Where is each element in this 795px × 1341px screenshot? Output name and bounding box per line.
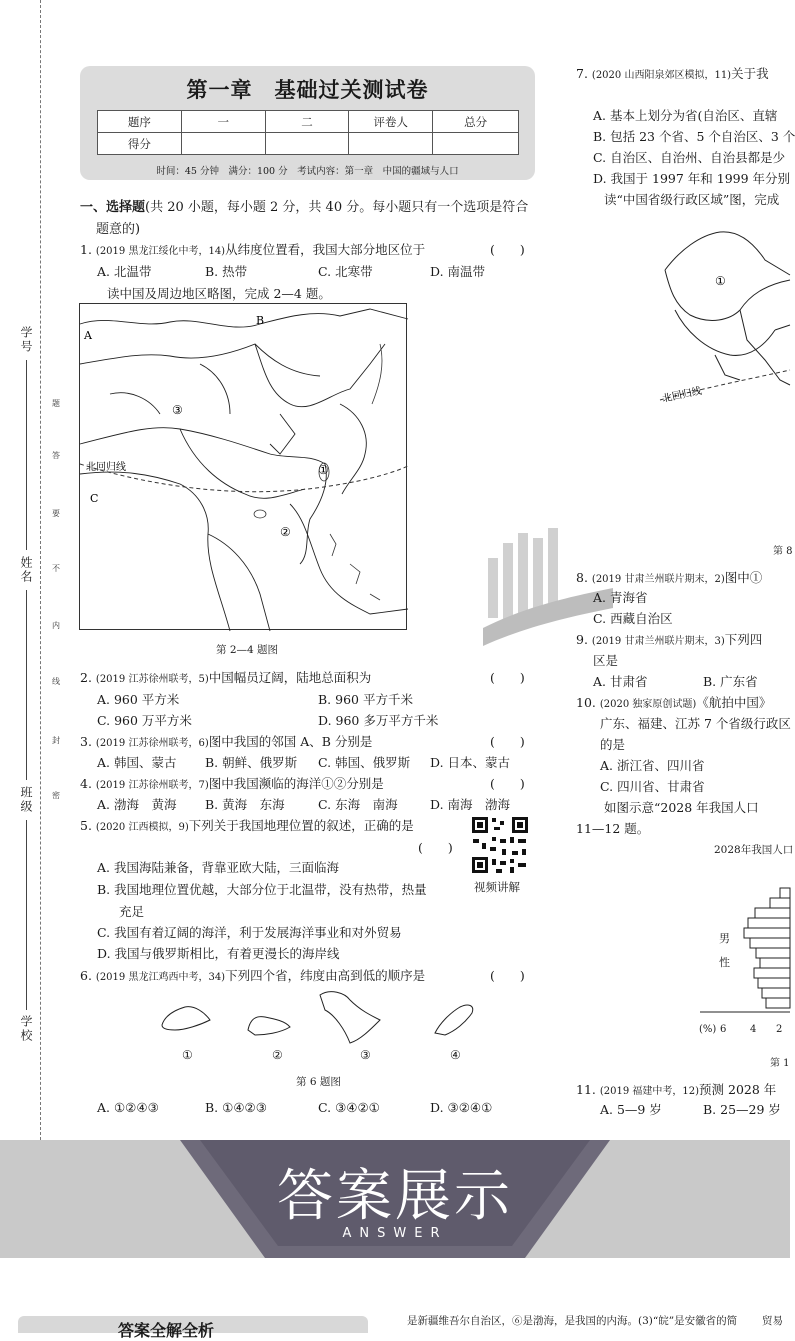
option[interactable]: A. 甘肃省 (593, 674, 648, 689)
population-chart-title: 2028年我国人口 (714, 844, 794, 856)
binding-margin (0, 0, 70, 1140)
question-3: 3. (2019 江苏徐州联考，6)图中我国的邻国 A、B 分别是 (80, 734, 373, 749)
question-5: 5. (2020 江西模拟，9)下列关于我国地理位置的叙述，正确的是 (80, 818, 414, 833)
question-10: 10. (2020 独家原创试题)《航拍中国》 (576, 695, 772, 710)
map-border (290, 504, 408, 614)
score-input-cell[interactable] (265, 133, 349, 155)
seal-char: 密 (52, 791, 60, 800)
option[interactable]: A. 960 平方米 (97, 692, 180, 707)
answer-heading-band (18, 1316, 368, 1340)
score-cell: 一 (181, 111, 265, 133)
option[interactable]: A. 北温带 (97, 264, 152, 279)
section-intro (80, 196, 528, 215)
island-shape (370, 594, 380, 600)
map-caption: 第 2—4 题图 (216, 644, 279, 656)
province-border (675, 310, 775, 355)
option[interactable]: B. 广东省 (703, 674, 758, 689)
section-heading: 一、选择题 (80, 200, 146, 215)
answer-text-cut: 贸易 (762, 1315, 783, 1327)
option[interactable]: B. 25—29 岁 (703, 1102, 781, 1117)
shape-label: ③ (360, 1048, 371, 1062)
option[interactable]: C. 东海 南海 (318, 797, 398, 812)
map-border (80, 309, 408, 327)
province-border (715, 355, 740, 380)
score-cell: 二 (265, 111, 349, 133)
map-border (80, 344, 320, 376)
province-shape-3 (320, 992, 380, 1043)
option[interactable]: A. 青海省 (593, 590, 648, 605)
option[interactable]: B. 黄海 东海 (205, 797, 285, 812)
banner-subtitle: ANSWER (342, 1226, 448, 1241)
seal-char: 内 (52, 621, 60, 630)
question-10-cont: 广东、福建、江苏 7 个省级行政区 (600, 716, 791, 731)
binding-dashed-line (40, 0, 41, 1140)
option[interactable]: A. 浙江省、四川省 (600, 758, 705, 773)
province-shapes (150, 985, 490, 1045)
option[interactable]: D. 960 多万平方千米 (318, 713, 439, 728)
map-border (208, 534, 270, 631)
question-10-cont: 的是 (600, 737, 626, 752)
figure-caption: 第 8 (773, 546, 793, 557)
option[interactable]: B. 包括 23 个省、5 个自治区、3 个 (593, 129, 795, 144)
question-8: 8. (2019 甘肃兰州联片期末，2)图中① (576, 570, 763, 585)
qr-caption: 视频讲解 (474, 880, 520, 894)
china-map (79, 303, 407, 630)
score-table-row (98, 111, 519, 133)
question-9: 9. (2019 甘肃兰州联片期末，3)下列四 (576, 632, 763, 647)
option[interactable]: C. 北寒带 (318, 264, 373, 279)
question-11: 11. (2019 福建中考，12)预测 2028 年 (576, 1082, 777, 1097)
option[interactable]: C. 我国有着辽阔的海洋，利于发展海洋事业和对外贸易 (97, 925, 402, 940)
philippines-shape (330, 534, 336, 556)
option-continued: 充足 (119, 904, 145, 919)
answer-paren[interactable]: ( ) (490, 670, 525, 685)
map-border (270, 414, 295, 454)
map-label-2: ② (280, 525, 291, 539)
section-intro-text: (共 20 小题，每小题 2 分，共 40 分。每小题只有一个选项是符合 (145, 200, 529, 215)
province-map (655, 230, 790, 415)
question-6: 6. (2019 黑龙江鸡西中考，34)下列四个省，纬度由高到低的顺序是 (80, 968, 426, 983)
male-label: 性 (719, 956, 730, 969)
name-label: 姓名 (19, 556, 33, 584)
province-border (740, 310, 790, 385)
population-intro: 如图示意“2028 年我国人口 (604, 800, 759, 815)
axis-tick: 2 (776, 1024, 783, 1035)
option[interactable]: A. 我国海陆兼备，背靠亚欧大陆，三面临海 (97, 860, 339, 875)
axis-tick: (%) (699, 1024, 717, 1035)
option[interactable]: C. 自治区、自治州、自治县都是少 (593, 150, 786, 165)
score-cell: 总分 (433, 111, 519, 133)
option[interactable]: B. 960 平方千米 (318, 692, 413, 707)
seal-char: 封 (52, 736, 60, 745)
option[interactable]: B. 我国地理位置优越，大部分位于北温带，没有热带，热量 (97, 882, 427, 897)
score-table (97, 110, 519, 155)
map-border (200, 364, 230, 414)
option[interactable]: C. 960 万平方米 (97, 713, 192, 728)
map-tropic-label: 北回归线 (86, 462, 126, 473)
score-table-row (98, 133, 519, 155)
student-no-line (26, 360, 27, 550)
province-shape-1 (162, 1007, 210, 1030)
answer-paren[interactable]: ( ) (490, 968, 525, 983)
question-4: 4. (2019 江苏徐州联考，7)图中我国濒临的海洋①②分别是 (80, 776, 384, 791)
map-intro: 读中国及周边地区略图，完成 2—4 题。 (107, 286, 331, 301)
seal-char: 不 (52, 564, 60, 573)
option[interactable]: A. 韩国、蒙古 (97, 755, 177, 770)
option[interactable]: B. 热带 (205, 264, 248, 279)
section-intro-2: 题意的) (96, 222, 141, 237)
exam-meta: 时间：45 分钟 满分：100 分 考试内容：第一章 中国的疆域与人口 (156, 166, 459, 177)
question-7: 7. (2020 山西阳泉郊区模拟，11)关于我 (576, 66, 769, 81)
map-label-3: ③ (172, 403, 183, 417)
map-border (110, 393, 160, 414)
shape-label: ④ (450, 1048, 461, 1062)
province-shape-4 (435, 1005, 473, 1035)
province-shape-2 (248, 1017, 290, 1035)
province-border (665, 232, 790, 275)
name-line (26, 590, 27, 780)
class-label: 班级 (19, 786, 33, 814)
question-9-cont: 区是 (593, 653, 619, 668)
map-label-b: B (256, 314, 265, 327)
option[interactable]: C. 四川省、甘肃省 (600, 779, 705, 794)
answer-text: 是新疆维吾尔自治区，⑥是渤海，是我国的内海。(3)“皖”是安徽省的简 (407, 1315, 738, 1327)
score-input-cell[interactable] (181, 133, 265, 155)
student-no-label: 学号 (19, 326, 33, 354)
map-label-c: C (90, 492, 99, 505)
population-intro-2: 11—12 题。 (576, 821, 650, 836)
axis-tick: 4 (750, 1024, 757, 1035)
shape-label: ① (182, 1048, 193, 1062)
option[interactable]: C. 韩国、俄罗斯 (318, 755, 411, 770)
answer-paren[interactable]: ( ) (418, 840, 453, 855)
option[interactable]: B. ①④②③ (205, 1100, 267, 1115)
axis-tick: 6 (720, 1024, 727, 1035)
china-map-svg (80, 304, 408, 631)
seal-char: 答 (52, 451, 60, 460)
right-tropic-label: 北回归线 (661, 385, 703, 405)
option[interactable]: D. 我国与俄罗斯相比，有着更漫长的海岸线 (97, 946, 340, 961)
province-border (740, 280, 790, 310)
option[interactable]: D. 日本、蒙古 (430, 755, 511, 770)
score-input-cell[interactable] (349, 133, 433, 155)
banner-title: 答案展示 (277, 1164, 513, 1229)
option[interactable]: D. 南海 渤海 (430, 797, 511, 812)
figure-caption: 第 1 (770, 1058, 790, 1069)
option[interactable]: A. 渤海 黄海 (97, 797, 177, 812)
question-1: 1. (2019 黑龙江绥化中考，14)从纬度位置看，我国大部分地区位于 (80, 242, 426, 257)
right-map-intro: 读“中国省级行政区域”图，完成 (604, 192, 780, 207)
seal-char: 要 (52, 509, 60, 518)
class-line (26, 820, 27, 1010)
answer-paren[interactable]: ( ) (490, 776, 525, 791)
population-pyramid (700, 880, 790, 1020)
answer-paren[interactable]: ( ) (490, 734, 525, 749)
next-page-strip (0, 1258, 790, 1340)
option[interactable]: A. 5—9 岁 (600, 1102, 662, 1117)
option[interactable]: B. 朝鲜、俄罗斯 (205, 755, 298, 770)
option[interactable]: C. 西藏自治区 (593, 611, 673, 626)
hainan-shape (254, 510, 266, 518)
map-border (255, 344, 385, 407)
score-cell: 题序 (98, 111, 182, 133)
map-label-a: A (84, 329, 92, 342)
figure-caption: 第 6 题图 (296, 1076, 341, 1088)
option[interactable]: C. ③④②① (318, 1100, 380, 1115)
male-label: 男 (719, 932, 730, 945)
map-border (80, 428, 325, 464)
province-label-1: ① (715, 274, 726, 288)
map-border (80, 472, 230, 631)
seal-char: 题 (52, 399, 60, 408)
map-border (180, 429, 305, 498)
option[interactable]: D. ③②④① (430, 1100, 493, 1115)
option[interactable]: A. 基本上划分为省(自治区、直辖 (593, 108, 778, 123)
province-border (775, 325, 790, 330)
score-cell: 得分 (98, 133, 182, 155)
island-shape (350, 564, 360, 584)
answer-heading: 答案全解全析 (118, 1321, 215, 1340)
question-2: 2. (2019 江苏徐州联考，5)中国幅员辽阔，陆地总面积为 (80, 670, 372, 685)
answer-banner (0, 1140, 790, 1258)
option[interactable]: A. ①②④③ (97, 1100, 159, 1115)
page-title: 第一章 基础过关测试卷 (186, 78, 429, 102)
score-cell: 评卷人 (349, 111, 433, 133)
japan-shape (372, 344, 382, 404)
seal-char: 线 (52, 677, 60, 686)
option[interactable]: D. 我国于 1997 年和 1999 年分别 (593, 171, 791, 186)
qr-code-icon[interactable] (470, 815, 530, 875)
score-input-cell[interactable] (433, 133, 519, 155)
map-border (340, 404, 366, 494)
answer-paren[interactable]: ( ) (490, 242, 525, 257)
shape-label: ② (272, 1048, 283, 1062)
map-label-1: ① (318, 463, 329, 477)
option[interactable]: D. 南温带 (430, 264, 486, 279)
school-label: 学校 (19, 1015, 33, 1043)
